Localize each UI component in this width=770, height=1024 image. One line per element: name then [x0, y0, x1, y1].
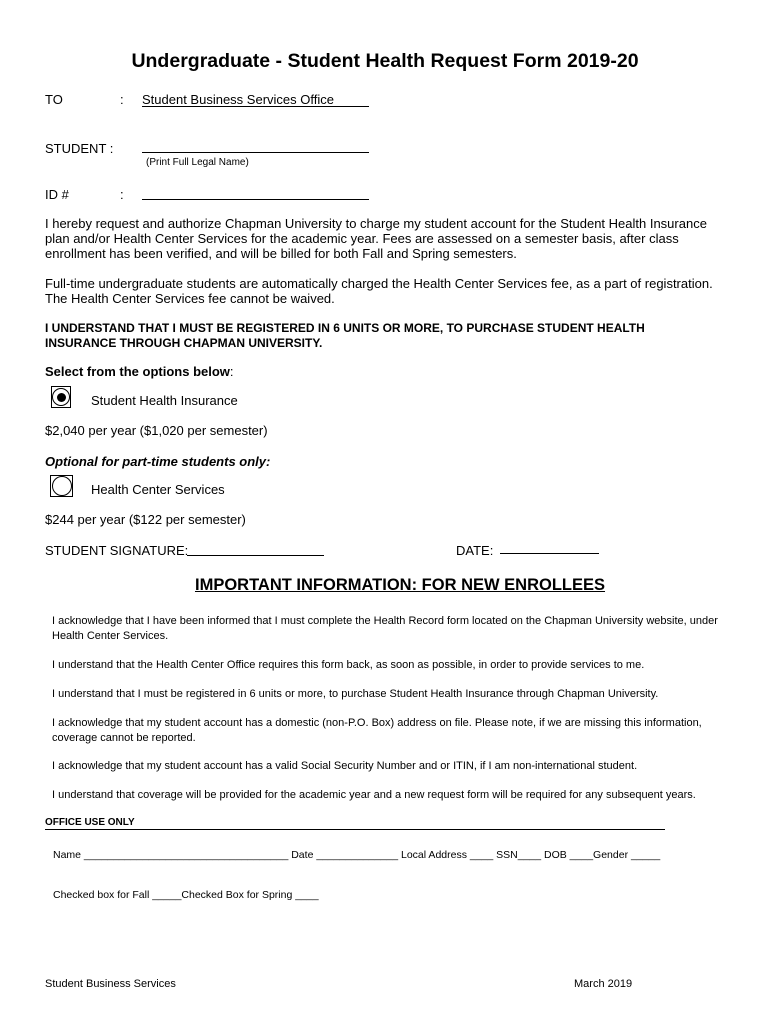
- student-health-insurance-radio[interactable]: [51, 386, 71, 408]
- student-name-field[interactable]: [142, 152, 369, 153]
- ack-item-ssn: I acknowledge that my student account has a valid Social Security Number and or ITIN, if I am non-international student.: [52, 760, 638, 772]
- ack-item-coverage: I understand that coverage will be provided for the academic year and a new request form will be required for any subsequent years.: [52, 789, 696, 801]
- fulltime-line-1: Full-time undergraduate students are automatically charged the Health Center Services fee, as a part of registration.: [45, 276, 713, 291]
- footer-date: March 2019: [574, 978, 633, 990]
- student-id-field[interactable]: [142, 199, 369, 200]
- radio-selected-dot-icon: [57, 393, 66, 402]
- to-value: Student Business Services Office: [142, 92, 334, 107]
- date-label: DATE:: [456, 543, 494, 558]
- to-underline: [142, 106, 369, 107]
- student-health-insurance-label: Student Health Insurance: [91, 393, 238, 408]
- signature-label: STUDENT SIGNATURE:: [45, 543, 189, 558]
- units-notice-line-1: I UNDERSTAND THAT I MUST BE REGISTERED IN 6 UNITS OR MORE, TO PURCHASE STUDENT HEALTH: [45, 321, 645, 335]
- select-options-label: Select from the options below: [45, 364, 230, 379]
- fulltime-line-2: The Health Center Services fee cannot be waived.: [45, 291, 335, 306]
- health-center-services-price: $244 per year ($122 per semester): [45, 512, 246, 527]
- student-label: STUDENT :: [45, 141, 114, 156]
- authorize-paragraph: I hereby request and authorize Chapman University to charge my student account for the Student Health Insurance plan and/or Health Center Services for the academic year. Fees are assessed on a semester basis, after class enrollment has been verified, and will be billed for both Fall and Spring semesters.: [45, 216, 707, 261]
- ack-item-units: I understand that I must be registered in 6 units or more, to purchase Student Health Insurance through Chapman University.: [52, 688, 659, 700]
- ack-item-form-back: I understand that the Health Center Office requires this form back, as soon as possible, in order to provide services to me.: [52, 659, 645, 671]
- ack-item-address: I acknowledge that my student account has a domestic (non-P.O. Box) address on file. Please note, if we are missing this information, coverage cannot be reported.: [52, 717, 702, 744]
- health-center-services-label: Health Center Services: [91, 482, 225, 497]
- to-label: TO: [45, 92, 63, 107]
- id-colon: :: [120, 187, 124, 202]
- date-field[interactable]: [500, 553, 599, 554]
- to-colon: :: [120, 92, 124, 107]
- office-name-row: Name ___________________________________ Date ______________ Local Address ____ SSN____ DOB ____Gender _____: [53, 849, 661, 861]
- student-name-hint: (Print Full Legal Name): [146, 157, 249, 168]
- important-info-heading: IMPORTANT INFORMATION: FOR NEW ENROLLEES: [194, 576, 606, 594]
- student-health-insurance-price: $2,040 per year ($1,020 per semester): [45, 423, 268, 438]
- optional-part-time-label: Optional for part-time students only:: [45, 454, 271, 469]
- form-title: Undergraduate - Student Health Request Form 2019-20: [131, 50, 639, 72]
- footer-department: Student Business Services: [45, 978, 176, 990]
- health-center-services-radio[interactable]: [50, 475, 73, 497]
- radio-circle-icon: [52, 476, 72, 496]
- id-label: ID #: [45, 187, 69, 202]
- office-checked-row: Checked box for Fall _____Checked Box for Spring ____: [53, 889, 319, 901]
- office-use-heading: OFFICE USE ONLY: [45, 817, 135, 828]
- radio-circle-icon: [52, 388, 70, 406]
- select-options-colon: :: [229, 364, 234, 379]
- signature-field[interactable]: [187, 555, 324, 556]
- units-notice-line-2: INSURANCE THROUGH CHAPMAN UNIVERSITY.: [45, 336, 323, 350]
- office-use-divider: [45, 829, 665, 830]
- ack-item-health-record: I acknowledge that I have been informed that I must complete the Health Record form located on the Chapman University website, under Health Center Services.: [52, 615, 718, 642]
